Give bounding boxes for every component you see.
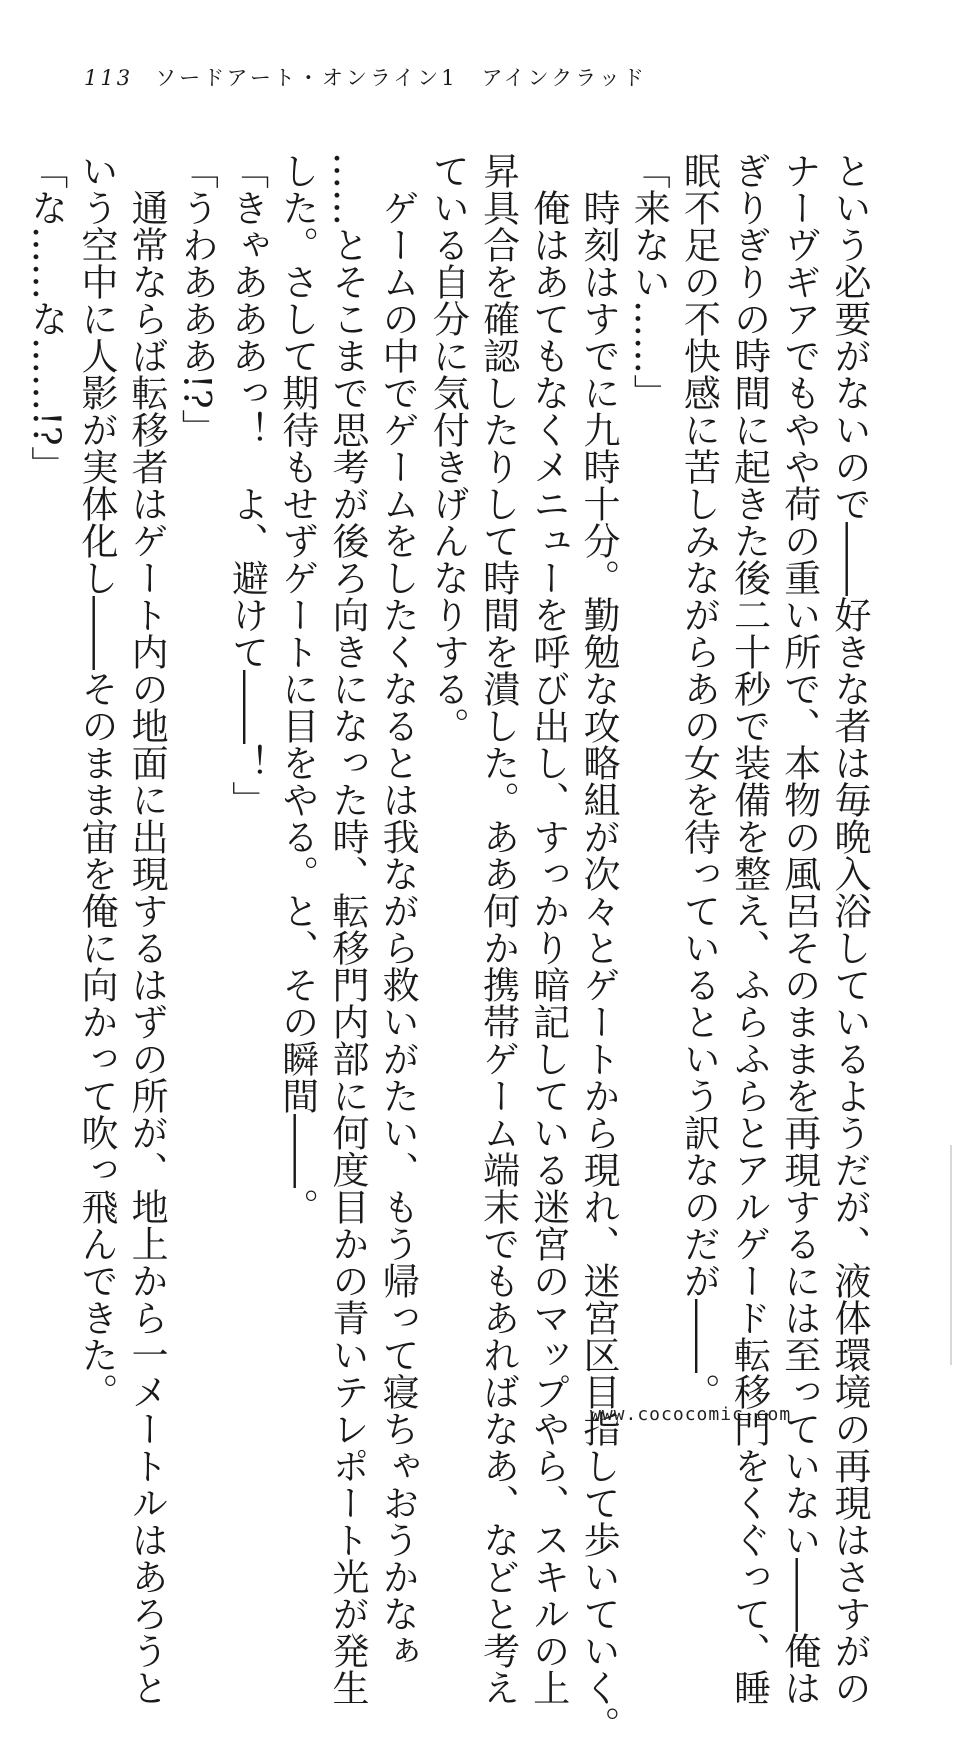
page-number: 113 xyxy=(84,66,134,90)
text-line: 「きゃあああっ！ よ、避けて――！」 xyxy=(225,152,269,818)
text-line: ゲームの中でゲームをしたくなるとは我ながら救いがたい、もう帰って寝ちゃおうかなぁ xyxy=(376,189,420,1669)
text-line: 昇具合を確認したりして時間を潰した。ああ何か携帯ゲーム端末でもあればなあ、などと考え xyxy=(476,152,520,1706)
text-line: ている自分に気付きげんなりする。 xyxy=(426,152,470,744)
text-line: 眠不足の不快感に苦しみながらあの女を待っているという訳なのだが――。 xyxy=(677,152,721,1410)
text-line: ナーヴギアでもやや荷の重い所で、本物の風呂そのままを再現するには至っていない――俺は xyxy=(777,152,821,1706)
text-line: ぎりぎりの時間に起きた後二十秒で装備を整え、ふらふらとアルゲード転移門をくぐって、睡 xyxy=(727,152,771,1706)
text-line: 「な……な……!?」 xyxy=(24,152,68,483)
text-line: という必要がないので――好きな者は毎晩入浴しているようだが、液体環境の再現はさすがの xyxy=(828,152,871,1706)
watermark: www.cococomic.com xyxy=(590,1404,792,1425)
text-line: 俺はあてもなくメニューを呼び出し、すっかり暗記している迷宮のマップやら、スキルの上 xyxy=(526,189,570,1706)
text-line: した。さして期待もせずゲートに目をやる。と、その瞬間――。 xyxy=(275,152,319,1225)
text-line: 時刻はすでに九時十分。勤勉な攻略組が次々とゲートから現れ、迷宮区目指して歩いていく。 xyxy=(576,189,620,1743)
running-header xyxy=(84,62,647,92)
running-title: ソードアート・オンライン1 アインクラッド xyxy=(155,66,647,90)
text-line: ……とそこまで思考が後ろ向きになった時、転移門内部に何度目かの青いテレポート光が発生 xyxy=(325,152,369,1706)
text-line: 通常ならば転移者はゲート内の地面に出現するはずの所が、地上から一メートルはあろうと xyxy=(125,189,169,1706)
text-line: いう空中に人影が実体化し――そのまま宙を俺に向かって吹っ飛んできた。 xyxy=(74,152,118,1410)
text-line: 「来ない……」 xyxy=(627,152,671,411)
text-line: 「うわあああ!?」 xyxy=(175,152,219,446)
page-edge-shadow xyxy=(950,1145,952,1365)
